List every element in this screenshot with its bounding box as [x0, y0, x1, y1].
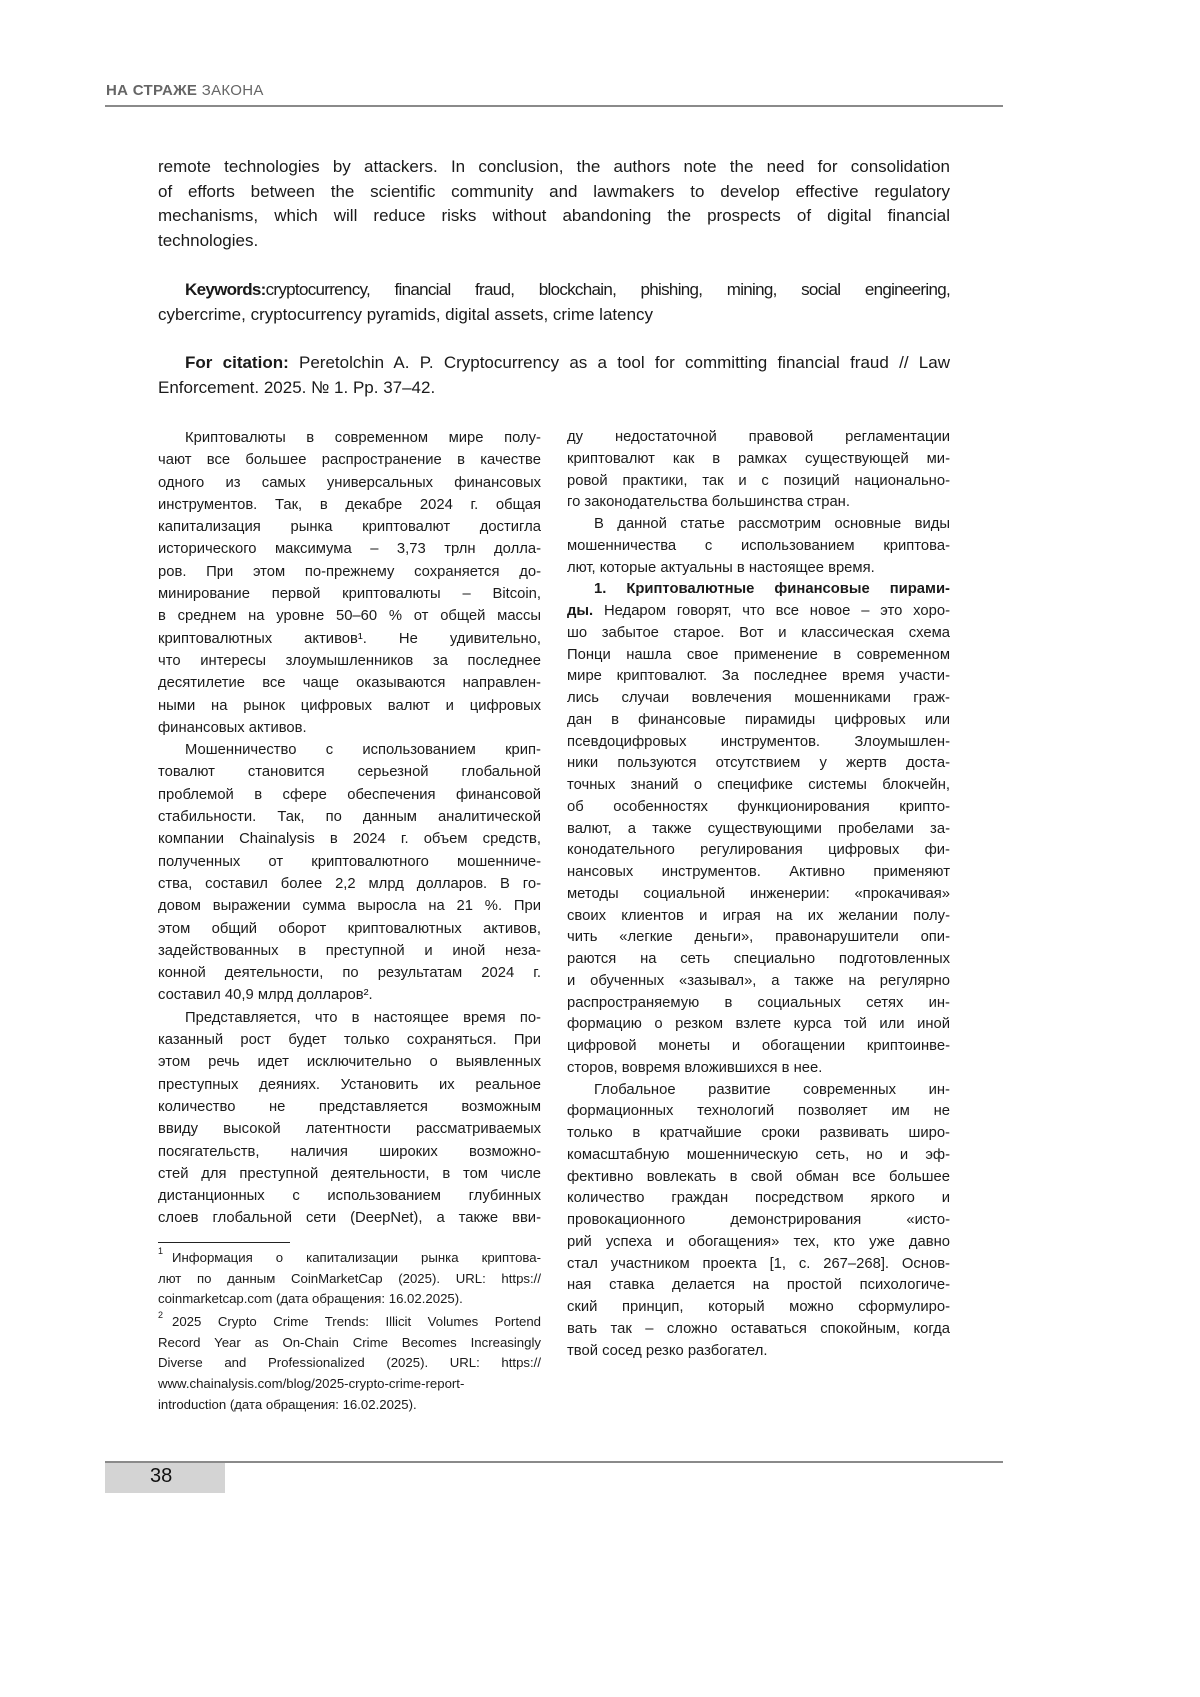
text-line: комасштабную мошенническую сеть, но и эф-: [567, 1145, 950, 1167]
text-line: проблемой в сфере обеспечения финансовой: [158, 784, 541, 806]
right-column: [567, 427, 950, 1362]
citation-line: [158, 351, 950, 376]
text-line: слоев глобальной сети (DeepNet), а также вви-: [158, 1207, 541, 1229]
text-line: финансовых активов.: [158, 717, 541, 739]
section-heading-line: 1. Криптовалютные финансовые пирами-: [567, 579, 950, 601]
text-line: посягательств, наличия широких возможно-: [158, 1141, 541, 1163]
paragraph: [567, 514, 950, 579]
citation: [158, 351, 950, 400]
running-header: [106, 82, 264, 99]
text-line: лют, которые актуальны в настоящее время.: [567, 558, 950, 580]
footnote-rule: [158, 1242, 290, 1243]
text-line: дан в финансовые пирамиды цифровых или: [567, 710, 950, 732]
footnote-number: 2: [158, 1310, 163, 1320]
journal-title-bold: НА СТРАЖЕ: [106, 82, 197, 99]
text-line: раются на сеть специально подготовленных: [567, 949, 950, 971]
text-line: исторического максимума – 3,73 трлн долла-: [158, 538, 541, 560]
text-line: своих клиентов и играя на их желании полу-: [567, 906, 950, 928]
header-rule: [105, 105, 1003, 107]
text-line: провокационного демонстрирования «исто-: [567, 1210, 950, 1232]
abstract-line: mechanisms, which will reduce risks without abandoning the prospects of digital financial: [158, 204, 950, 229]
text-line: этом речь идет исключительно о выявленных: [158, 1051, 541, 1073]
text-line: ский принцип, который можно сформулиро-: [567, 1297, 950, 1319]
text-line: одного из самых универсальных финансовых: [158, 472, 541, 494]
text-line: составил 40,9 млрд долларов².: [158, 984, 541, 1006]
text-line: твой сосед резко разбогател.: [567, 1341, 950, 1363]
text-line: в среднем на уровне 50–60 % от общей массы: [158, 605, 541, 627]
footnote-line: www.chainalysis.com/blog/2025-crypto-crime-report-: [158, 1374, 541, 1395]
text-line: мире криптовалют. За последнее время участи-: [567, 666, 950, 688]
text-line: и обученных «зазывал», а также на регулярно: [567, 971, 950, 993]
text-line: стей для преступной деятельности, в том числе: [158, 1163, 541, 1185]
text-line: ная ставка делается на простой психологиче-: [567, 1275, 950, 1297]
paragraph: [567, 1080, 950, 1363]
paragraph: [158, 739, 541, 1007]
text-line: минирование первой криптовалюты – Bitcoin,: [158, 583, 541, 605]
text-line: го законодательства большинства стран.: [567, 492, 950, 514]
keywords-text: cryptocurrency, financial fraud, blockchain, phishing, mining, social engineering,: [266, 280, 950, 299]
text-line: задействованных в преступной и иной неза-: [158, 940, 541, 962]
text-line: капитализация рынка криптовалют достигла: [158, 516, 541, 538]
text-line: десятилетие все чаще оказываются направлен-: [158, 672, 541, 694]
text-line: [567, 601, 950, 623]
text-line: чают все большее распространение в качестве: [158, 449, 541, 471]
text-line: ду недостаточной правовой регламентации: [567, 427, 950, 449]
keywords-line: cybercrime, cryptocurrency pyramids, digital assets, crime latency: [158, 303, 950, 328]
text-line: ров. При этом по-прежнему сохраняется до-: [158, 561, 541, 583]
text-line: распространяемую в социальных сетях ин-: [567, 993, 950, 1015]
text-line: лись случаи вовлечения мошенниками граж-: [567, 688, 950, 710]
text-line: вать так – сложно оставаться спокойным, когда: [567, 1319, 950, 1341]
text-line: сторов, вовремя вложившихся в нее.: [567, 1058, 950, 1080]
citation-line: Enforcement. 2025. № 1. Pp. 37–42.: [158, 376, 950, 401]
text-line: формацию о резком взлете курса той или иной: [567, 1014, 950, 1036]
text-line: Криптовалюты в современном мире полу-: [158, 427, 541, 449]
text-line: конодательного регулирования цифровых фи-: [567, 840, 950, 862]
text-line: стабильности. Так, по данным аналитической: [158, 806, 541, 828]
text-line: цифровой монеты и обогащении криптоинве-: [567, 1036, 950, 1058]
footnote-line: Diverse and Professionalized (2025). URL: https://: [158, 1353, 541, 1374]
text-line: ства, составил более 2,2 млрд долларов. В го-: [158, 873, 541, 895]
text-line: нансовых инструментов. Активно применяют: [567, 862, 950, 884]
keywords: [158, 278, 950, 327]
text-line: Мошенничество с использованием крип-: [158, 739, 541, 761]
section-heading-end: ды.: [567, 603, 593, 619]
text-line: Понци нашла свое применение в современном: [567, 645, 950, 667]
footnote-line: coinmarketcap.com (дата обращения: 16.02.2025).: [158, 1289, 541, 1310]
footnote-body: [158, 1248, 541, 1310]
text-line: шо забытое старое. Вот и классическая схема: [567, 623, 950, 645]
text-line: ники пользуются отсутствием у жертв доста-: [567, 753, 950, 775]
paragraph: [158, 1007, 541, 1230]
footnote-line: Record Year as On-Chain Crime Becomes Increasingly: [158, 1333, 541, 1354]
footnote: [158, 1312, 541, 1415]
text-line: только в кратчайшие сроки развивать широ-: [567, 1123, 950, 1145]
footnote-number: 1: [158, 1246, 163, 1256]
footnote-line: 2025 Crypto Crime Trends: Illicit Volumes Portend: [158, 1312, 541, 1333]
footer-rule: [105, 1461, 1003, 1463]
text-line: мошенничества с использованием криптова-: [567, 536, 950, 558]
abstract-line: remote technologies by attackers. In conclusion, the authors note the need for consolidation: [158, 155, 950, 180]
text-line: товалют становится серьезной глобальной: [158, 761, 541, 783]
paragraph: [567, 579, 950, 1079]
text-line: довом выражении сумма выросла на 21 %. При: [158, 895, 541, 917]
paragraph: [567, 427, 950, 514]
footnote-line: Информация о капитализации рынка криптова-: [158, 1248, 541, 1269]
text-line: преступных деяниях. Установить их реальное: [158, 1074, 541, 1096]
text-line: формационных технологий позволяет им не: [567, 1101, 950, 1123]
text-line: об особенностях функционирования крипто-: [567, 797, 950, 819]
text-line: количество не представляется возможным: [158, 1096, 541, 1118]
left-column: [158, 427, 541, 1230]
text-line: ровой практики, так и с позиций национально-: [567, 471, 950, 493]
abstract-line: technologies.: [158, 229, 950, 254]
text-line: компании Chainalysis в 2024 г. объем средств,: [158, 828, 541, 850]
citation-text: Peretolchin A. P. Cryptocurrency as a tool for committing financial fraud // Law: [289, 353, 950, 372]
text-line: Представляется, что в настоящее время по-: [158, 1007, 541, 1029]
page-number: 38: [150, 1465, 172, 1488]
footnote-line: introduction (дата обращения: 16.02.2025).: [158, 1395, 541, 1416]
text-line: точных знаний о специфике системы блокчейн,: [567, 775, 950, 797]
text-line: конной деятельности, по результатам 2024 г.: [158, 962, 541, 984]
text-line: методы социальной инженерии: «прокачивая»: [567, 884, 950, 906]
text-line: дистанционных с использованием глубинных: [158, 1185, 541, 1207]
text-line: ввиду высокой латентности рассматриваемых: [158, 1118, 541, 1140]
text-line: что интересы злоумышленников за последнее: [158, 650, 541, 672]
text-line: валют, а также существующими пробелами за-: [567, 819, 950, 841]
journal-title-rest: ЗАКОНА: [202, 82, 264, 99]
text-line: криптовалютных активов¹. Не удивительно,: [158, 628, 541, 650]
keywords-label: Keywords:: [185, 280, 266, 299]
text-line: инструментов. Так, в декабре 2024 г. общая: [158, 494, 541, 516]
text-line: В данной статье рассмотрим основные виды: [567, 514, 950, 536]
footnote-body: [158, 1312, 541, 1415]
text-line: псевдоцифровых инструментов. Злоумышлен-: [567, 732, 950, 754]
text-line: полученных от криптовалютного мошенниче-: [158, 851, 541, 873]
text-line: криптовалют как в рамках существующей ми-: [567, 449, 950, 471]
text-line: чить «легкие деньги», правонарушители опи-: [567, 927, 950, 949]
abstract-line: of efforts between the scientific community and lawmakers to develop effective regulatory: [158, 180, 950, 205]
text-line: ными на рынок цифровых валют и цифровых: [158, 695, 541, 717]
paragraph: [158, 427, 541, 739]
abstract-end: [158, 155, 950, 254]
text-line: этом общий оборот криптовалютных активов,: [158, 918, 541, 940]
keywords-line: [158, 278, 950, 303]
citation-label: For citation:: [185, 353, 289, 372]
text-fragment: Недаром говорят, что все новое – это хоро-: [593, 603, 950, 619]
footnote-line: лют по данным CoinMarketCap (2025). URL: https://: [158, 1269, 541, 1290]
text-line: фективно вовлекать в свой обман все большее: [567, 1167, 950, 1189]
text-line: Глобальное развитие современных ин-: [567, 1080, 950, 1102]
text-line: казанный рост будет только сохраняться. При: [158, 1029, 541, 1051]
footnote: [158, 1248, 541, 1310]
text-line: количество граждан посредством яркого и: [567, 1188, 950, 1210]
text-line: рий успеха и обогащения» тех, кто уже давно: [567, 1232, 950, 1254]
text-line: стал участником проекта [1, с. 267–268]. Основ-: [567, 1254, 950, 1276]
footnotes: [158, 1248, 541, 1418]
